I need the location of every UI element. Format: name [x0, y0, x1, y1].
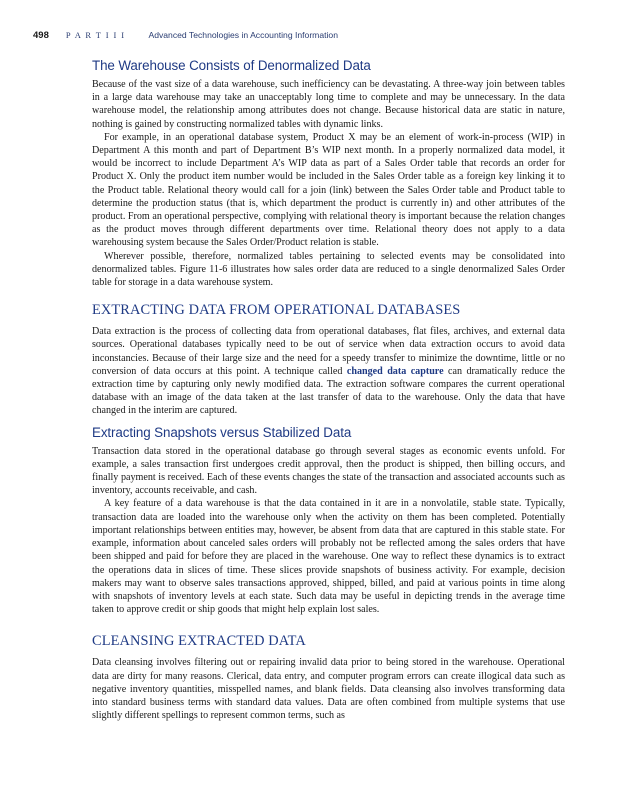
spacer [92, 616, 565, 633]
paragraph: Because of the vast size of a data warehouse, such inefficiency can be devastating. A three-way join between tables in a large data warehouse may take an unacceptably long time to complete and may be unnecessary. In the data warehouse model, the relationship among attributes does not change. Because historical data are static in nature, nothing is gained by constructing normalized tables with dynamic links. [92, 79, 565, 130]
paragraph: Wherever possible, therefore, normalized tables pertaining to selected events may be consolidated into denormalized tables. Figure 11-6 illustrates how sales order data are reduced to a single denormalized Sales Order table for storage in a data warehouse system. [92, 250, 565, 289]
spacer [92, 289, 565, 302]
running-header [33, 30, 593, 44]
paragraph: Data cleansing involves filtering out or repairing invalid data prior to being stored in the warehouse. Operational data are dirty for many reasons. Clerical, data entry, and computer program errors can create illogical data such as negative inventory quantities, misspelled names, and blank fields. Data cleansing also involves transforming data into standard business terms with standard data values. Data are often combined from multiple systems that use slightly different spellings to represent common terms, such as [92, 657, 565, 722]
paragraph: A key feature of a data warehouse is that the data contained in it are in a nonvolatile, stable state. Typically, transaction data are loaded into the warehouse only when the activity on them has been completed. Potentially important relationships between entities may, however, be absent from data that are captured in this stable state. For example, information about canceled sales orders will probably not be reflected among the sales orders that have been shipped and paid for before they are placed in the warehouse. One way to reflect these dynamics is to extract the operations data in slices of time. These slices provide snapshots of business activity. For example, decision makers may want to observe sales transactions approved, shipped, billed, and paid at various points in time along with snapshots of inventory levels at each state. Such data may be useful in depicting trends in the average time taken to approve credit or ship goods that might help explain lost sales. [92, 498, 565, 616]
book-title: Advanced Technologies in Accounting Information [148, 30, 338, 40]
key-term: changed data capture [346, 365, 444, 377]
section-heading-denormalized: The Warehouse Consists of Denormalized Data [92, 58, 371, 73]
section-heading-extracting: EXTRACTING DATA FROM OPERATIONAL DATABASES [92, 302, 461, 319]
page-number: 498 [33, 30, 49, 41]
section-heading-cleansing: CLEANSING EXTRACTED DATA [92, 633, 306, 650]
part-label: P A R T I I I [65, 30, 126, 40]
text-run: Data extraction is the process of collecting data from operational databases, flat files, archives, and external data sources. Operational databases typically need to be out of service when data extraction occurs to avoid data inconstancies. Because of their large size and the need for a speedy transfer to minimize the downtime, little or no conversion of data occurs at this point. A technique called [92, 326, 565, 377]
text-run: can dramatically reduce the extraction time by capturing only newly modified data. The extraction software compares the current operational database with an image of the data taken at the last transfer of data to the warehouse. Only the data that have changed in the interim are captured. [92, 365, 566, 417]
paragraph: Transaction data stored in the operational database go through several stages as economic events unfold. For example, a sales transaction first undergoes credit approval, then the product is shipped, then billing occurs, and finally payment is received. Each of these events changes the state of the transaction and associated accounts such as inventory, accounts receivable, and cash. [92, 445, 565, 497]
section-heading-snapshots: Extracting Snapshots versus Stabilized Data [92, 424, 352, 440]
paragraph [92, 325, 565, 417]
paragraph: For example, in an operational database system, Product X may be an element of work-in-process (WIP) in Department A this month and part of Department B’s WIP next month. In a properly normalized data model, it would be incorrect to include Department A’s WIP data as part of a Sales Order table that records an order for Product X. Only the product item number would be included in the Sales Order table as a foreign key linking it to the Product table. Relational theory would call for a join (link) between the Sales Order table and Product table to determine the production status (that is, which department the product is currently in) and other attributes of the product. From an operational perspective, complying with relational theory is important because the relation changes as the product moves through different departments over time. Relational theory does not apply to a data warehousing system because the Sales Order/Product relation is stable. [92, 131, 565, 249]
page-body [92, 57, 565, 722]
